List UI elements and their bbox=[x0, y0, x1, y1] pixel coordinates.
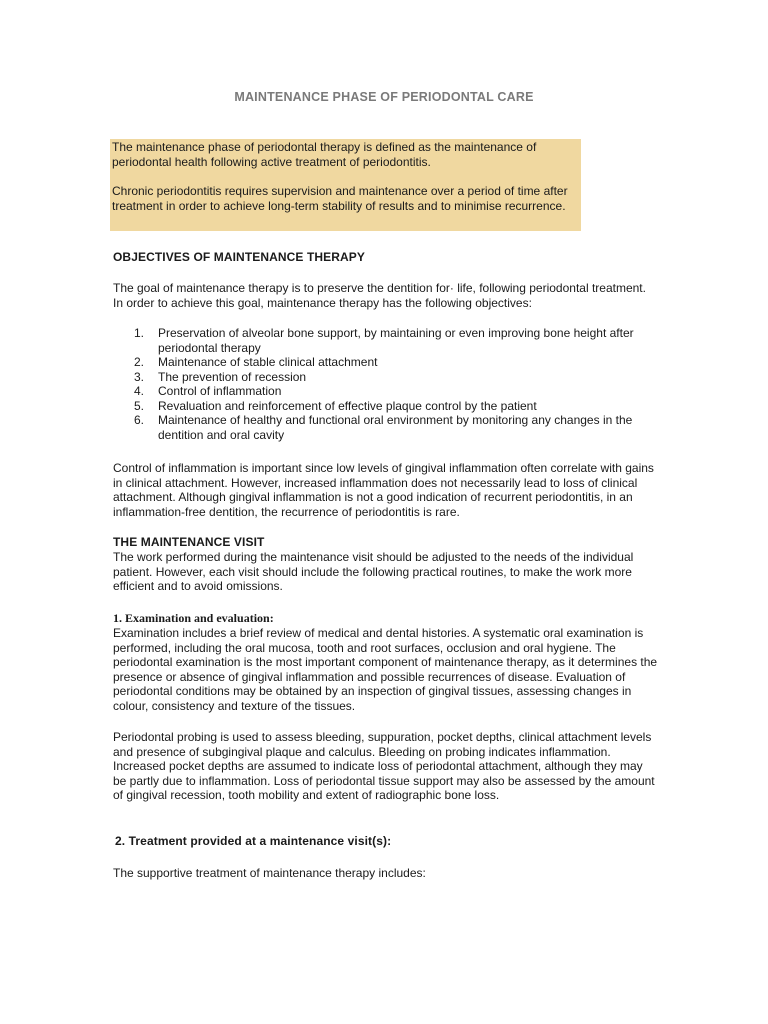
list-item bbox=[113, 370, 658, 385]
list-item bbox=[113, 326, 658, 355]
list-item bbox=[113, 384, 658, 399]
examination-heading: 1. Examination and evaluation: bbox=[113, 611, 274, 625]
probing-paragraph: Periodontal probing is used to assess bleeding, suppuration, pocket depths, clinical attachment levels and presence of subgingival plaque and calculus. Bleeding on probing indicates inflammation. Increased pocket depths are assumed to indicate loss of periodontal attachment, although they may be partly due to inflammation. Loss of periodontal tissue support may also be assessed by the amount of gingival recession, tooth mobility and extent of radiographic bone loss. bbox=[113, 730, 655, 802]
list-item bbox=[113, 413, 658, 442]
list-item bbox=[113, 399, 658, 414]
list-item-text: Control of inflammation bbox=[158, 384, 282, 398]
list-item-text: Preservation of alveolar bone support, by maintaining or even improving bone height after periodontal therapy bbox=[158, 326, 634, 355]
objectives-intro: The goal of maintenance therapy is to preserve the dentition for· life, following periodontal treatment. In order to achieve this goal, maintenance therapy has the following objectives: bbox=[113, 281, 646, 310]
treatment-intro: The supportive treatment of maintenance therapy includes: bbox=[113, 866, 426, 880]
list-item-text: Revaluation and reinforcement of effective plaque control by the patient bbox=[158, 398, 537, 413]
maintenance-visit-intro: The work performed during the maintenance visit should be adjusted to the needs of the individual patient. However, each visit should include the following practical routines, to make the work more efficient and to avoid omissions. bbox=[113, 550, 634, 593]
list-item-number: 3. bbox=[134, 369, 145, 384]
list-item-text: The prevention of recession bbox=[158, 369, 307, 384]
list-item-number: 5. bbox=[134, 398, 145, 413]
inflammation-paragraph: Control of inflammation is important since low levels of gingival inflammation often correlate with gains in clinical attachment. However, increased inflammation does not necessarily lead to loss of clinical attachment. Although gingival inflammation is not a good indication of recurrent periodontitis, in an inflammation-free dentition, the recurrence of periodontitis is rare. bbox=[113, 461, 654, 519]
objectives-list bbox=[113, 326, 658, 442]
maintenance-visit-heading: THE MAINTENANCE VISIT bbox=[113, 535, 265, 549]
intro-highlight-box bbox=[110, 139, 581, 231]
list-item-number: 6. bbox=[134, 413, 145, 427]
list-item-number: 2. bbox=[134, 355, 145, 369]
examination-paragraph: Examination includes a brief review of medical and dental histories. A systematic oral examination is performed, including the oral mucosa, tooth and root surfaces, occlusion and oral hygiene. The periodontal examination is the most important component of maintenance therapy, as it determines the presence or absence of gingival inflammation and possible recurrences of disease. Evaluation of periodontal conditions may be obtained by an inspection of gingival tissues, assessing changes in colour, consistency and texture of the tissues. bbox=[113, 626, 658, 713]
treatment-heading: 2. Treatment provided at a maintenance visit(s): bbox=[115, 834, 392, 848]
list-item-number: 4. bbox=[134, 384, 145, 398]
document-title: MAINTENANCE PHASE OF PERIODONTAL CARE bbox=[234, 90, 534, 104]
list-item bbox=[113, 355, 658, 370]
list-item-number: 1. bbox=[134, 326, 145, 340]
intro-paragraph-definition: The maintenance phase of periodontal therapy is defined as the maintenance of periodontal health following active treatment of periodontitis. bbox=[112, 140, 537, 169]
intro-paragraph-chronic: Chronic periodontitis requires supervision and maintenance over a period of time after treatment in order to achieve long-term stability of results and to minimise recurrence. bbox=[112, 184, 568, 213]
list-item-text: Maintenance of stable clinical attachment bbox=[158, 355, 378, 369]
list-item-text: Maintenance of healthy and functional oral environment by monitoring any changes in the dentition and oral cavity bbox=[158, 413, 633, 442]
objectives-heading: OBJECTIVES OF MAINTENANCE THERAPY bbox=[113, 250, 365, 264]
